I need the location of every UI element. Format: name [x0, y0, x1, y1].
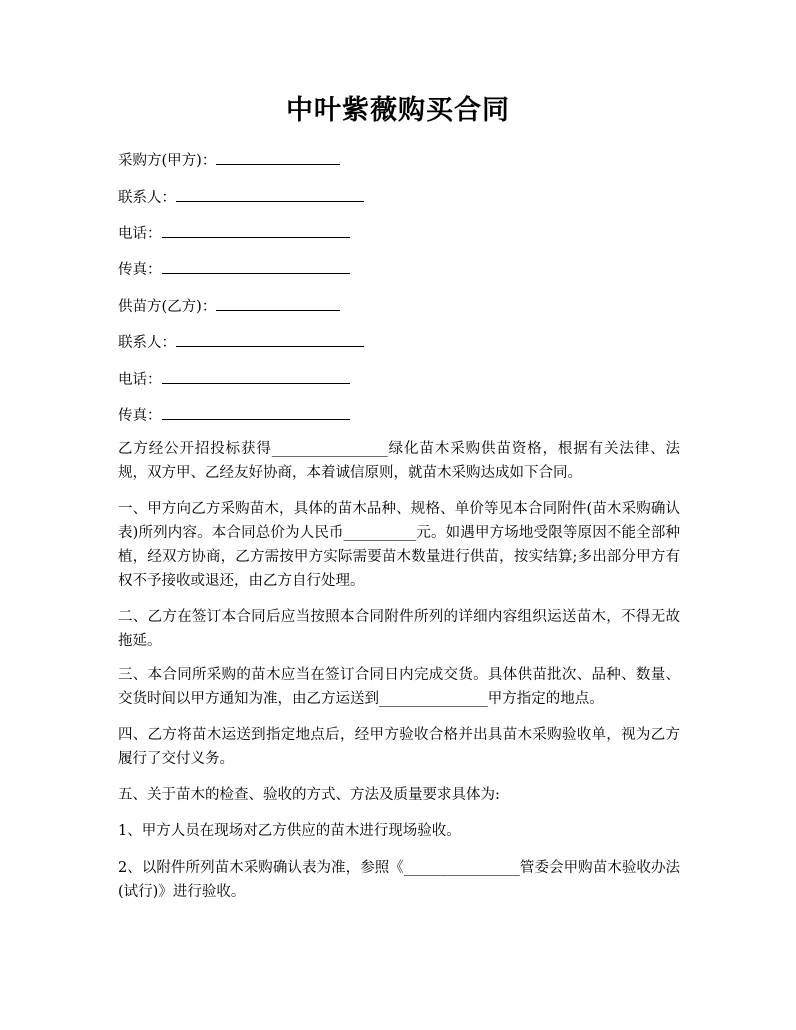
- text-span: 一、甲方向乙方采购苗木，具体的苗木品种、规格、单价等见本合同附件(苗木采购确认表)所列内容。本合同总价为人民币: [118, 501, 680, 541]
- text-span: 甲方指定的地点。: [487, 691, 604, 707]
- clause-3-paragraph: [118, 663, 680, 711]
- field-label: 联系人：: [118, 190, 176, 206]
- blank-line: [176, 332, 364, 347]
- field-label: 传真：: [118, 262, 162, 278]
- clause-1-paragraph: [118, 497, 680, 593]
- field-label: 电话：: [118, 226, 162, 242]
- text-span: 管委会甲购苗木验收办法(试行)》进行验收。: [118, 860, 681, 900]
- text-span: 绿化苗木采购供苗资格，根据有关法律、法规，双方甲、乙经友好协商，本着诚信原则，就苗木采购达成如下合同。: [118, 441, 681, 481]
- supplier-field: [118, 296, 340, 317]
- buyer-fax-field: [118, 259, 350, 280]
- blank-line: _______________: [379, 691, 488, 707]
- blank-line: [216, 296, 340, 311]
- blank-line: [162, 369, 350, 384]
- clause-2-paragraph: 二、乙方在签订本合同后应当按照本合同附件所列的详细内容组织运送苗木，不得无故拖延。: [118, 609, 680, 649]
- clause-5-paragraph: 五、关于苗木的检查、验收的方式、方法及质量要求具体为:: [118, 787, 500, 803]
- blank-line: [216, 150, 340, 165]
- text-span: 2、以附件所列苗木采购确认表为准，参照《: [118, 860, 404, 876]
- field-label: 采购方(甲方)：: [118, 153, 217, 169]
- blank-line: [162, 223, 350, 238]
- intro-paragraph: [118, 437, 680, 485]
- buyer-phone-field: [118, 223, 350, 244]
- supplier-contact-field: [118, 332, 364, 353]
- buyer-field: [118, 150, 340, 171]
- field-label: 联系人：: [118, 335, 176, 351]
- blank-line: [176, 187, 364, 202]
- blank-line: [162, 259, 350, 274]
- clause-5-1-paragraph: 1、甲方人员在现场对乙方供应的苗木进行现场验收。: [118, 823, 461, 839]
- field-label: 供苗方(乙方)：: [118, 299, 217, 315]
- field-label: 传真：: [118, 408, 162, 424]
- blank-line: [162, 405, 350, 420]
- buyer-contact-field: [118, 187, 364, 208]
- page-title: 中叶紫薇购买合同: [286, 95, 510, 126]
- clause-4-paragraph: 四、乙方将苗木运送到指定地点后，经甲方验收合格并出具苗木采购验收单，视为乙方履行了交付义务。: [118, 727, 680, 767]
- text-span: 三、本合同所采购的苗木应当在签订合同日内完成交货。具体供苗批次、品种、数量、交货时间以甲方通知为准，由乙方运送到: [118, 667, 680, 707]
- clause-5-2-paragraph: [118, 856, 680, 904]
- field-label: 电话：: [118, 372, 162, 388]
- blank-line: ________________: [271, 441, 388, 457]
- supplier-phone-field: [118, 369, 350, 390]
- text-span: 乙方经公开招投标获得: [118, 441, 272, 457]
- text-span: 元。如遇甲方场地受限等原因不能全部种植，经双方协商，乙方需按甲方实际需要苗木数量进行供苗，按实结算;多出部分甲方有权不予接收或退还，由乙方自行处理。: [118, 525, 680, 589]
- blank-line: ________________: [403, 860, 520, 876]
- blank-line: __________: [343, 525, 417, 541]
- supplier-fax-field: [118, 405, 350, 426]
